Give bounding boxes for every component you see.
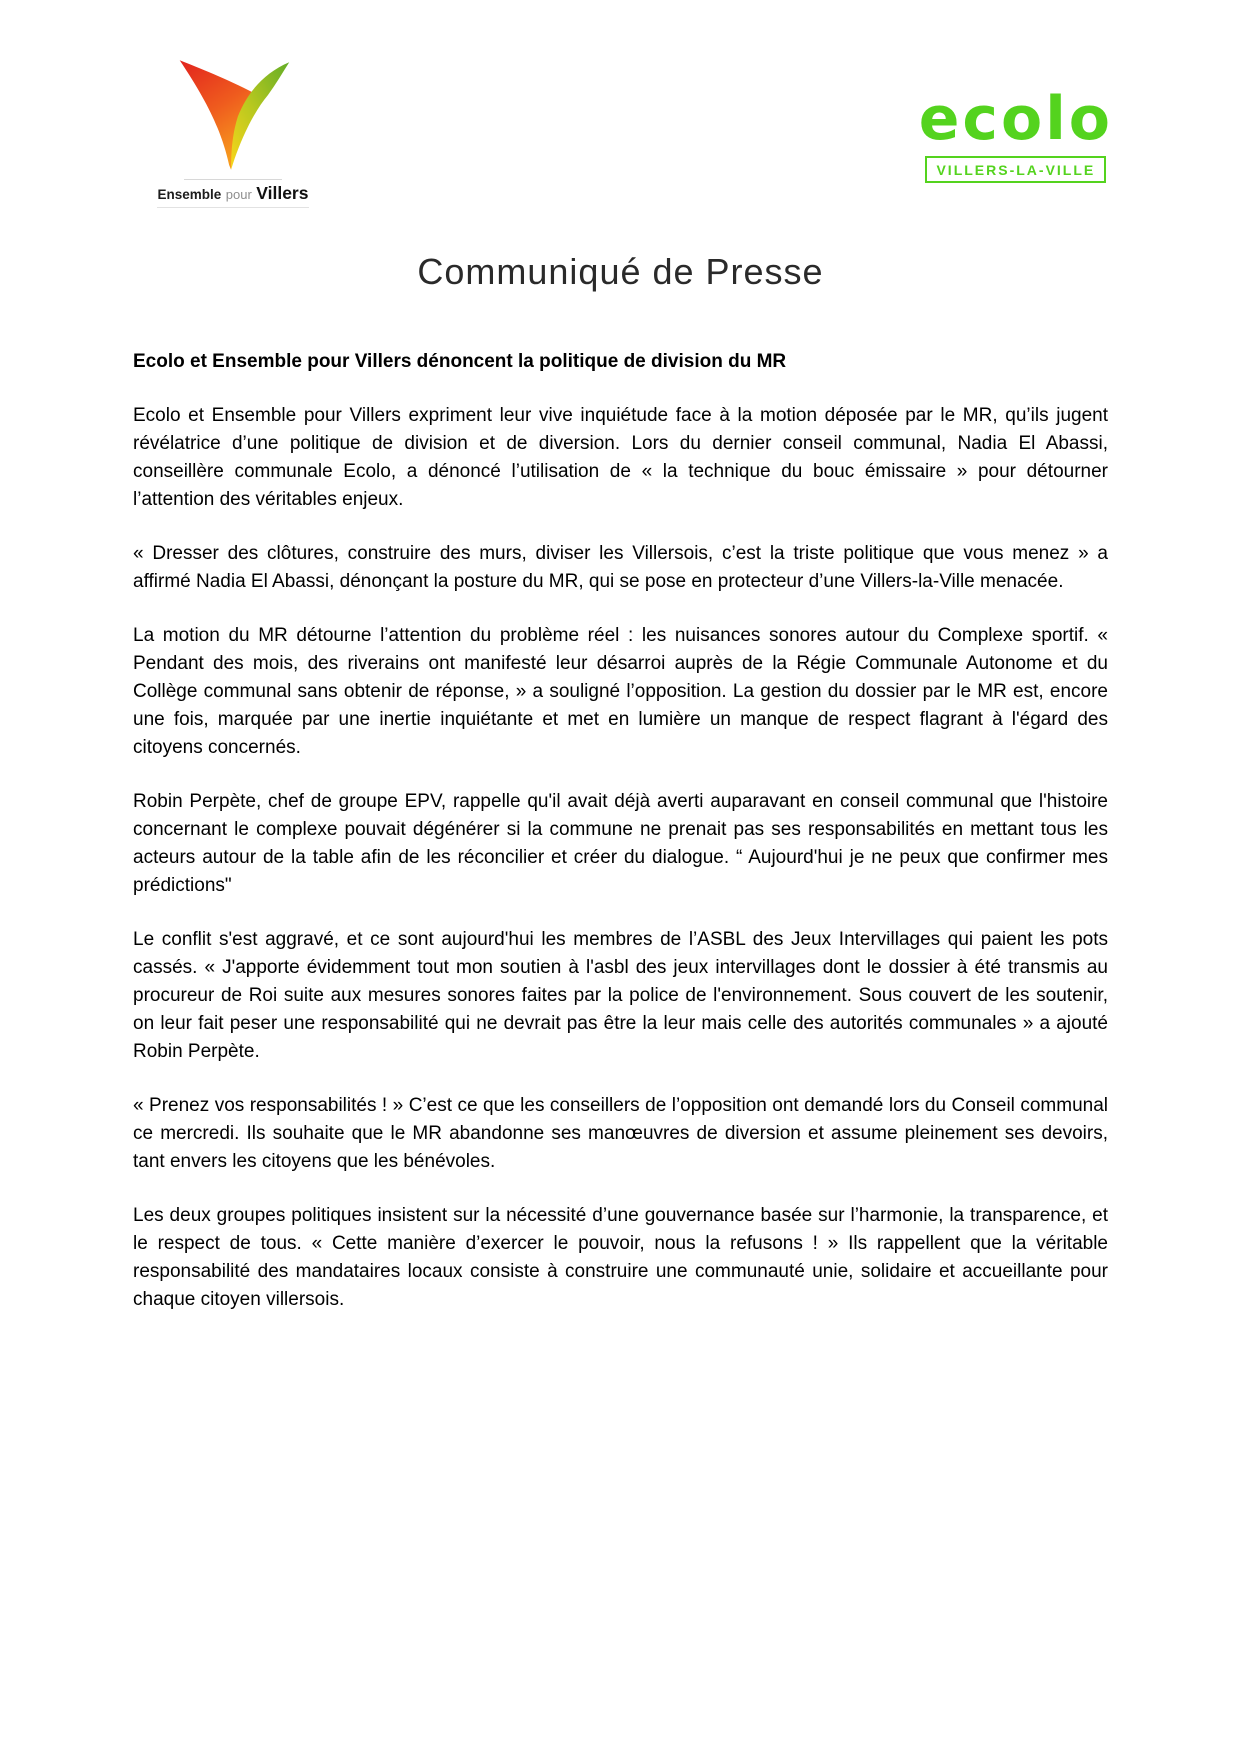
epv-v-mark-icon: [170, 60, 296, 172]
document-header: [0, 0, 1241, 240]
epv-word-pour: pour: [225, 187, 252, 202]
ecolo-locality-badge: VILLERS-LA-VILLE: [925, 156, 1106, 183]
epv-logo: [142, 60, 324, 208]
article-paragraph-2: « Dresser des clôtures, construire des murs, diviser les Villersois, c’est la triste politique que vous menez » a affirmé Nadia El Abassi, dénonçant la posture du MR, qui se pose en protecteur d’une Villers-la-Ville menacée.: [133, 543, 1108, 592]
ecolo-logo: [919, 86, 1113, 183]
ecolo-wordmark: ecolo: [918, 84, 1113, 154]
article-paragraph-1: Ecolo et Ensemble pour Villers expriment leur vive inquiétude face à la motion déposée par le MR, qu’ils jugent révélatrice d’une politique de division et de diversion. Lors du dernier conseil communal, Nadia El Abassi, conseillère communale Ecolo, a dénoncé l’utilisation de « la technique du bouc émissaire » pour détourner l’attention des véritables enjeux.: [133, 405, 1108, 510]
epv-word-ensemble: Ensemble: [157, 187, 222, 202]
epv-word-villers: Villers: [256, 183, 309, 203]
article-paragraph-5: Le conflit s'est aggravé, et ce sont aujourd'hui les membres de l’ASBL des Jeux Intervillages qui paient les pots cassés. « J'apporte évidemment tout mon soutien à l'asbl des jeux intervillages dont le dossier à été transmis au procureur de Roi suite aux mesures sonores faites par la police de l'environnement. Sous couvert de les soutenir, on leur fait peser une responsabilité qui ne devrait pas être la leur mais celle des autorités communales » a ajouté Robin Perpète.: [133, 929, 1108, 1062]
article-paragraph-3: La motion du MR détourne l’attention du problème réel : les nuisances sonores autour du Complexe sportif. « Pendant des mois, des riverains ont manifesté leur désarroi auprès de la Régie Communale Autonome et du Collège communal sans obtenir de réponse, » a souligné l’opposition. La gestion du dossier par le MR est, encore une fois, marquée par une inertie inquiétante et met en lumière un manque de respect flagrant à l'égard des citoyens concernés.: [133, 625, 1108, 758]
article-paragraph-4: Robin Perpète, chef de groupe EPV, rappelle qu'il avait déjà averti auparavant en conseil communal que l'histoire concernant le complexe pouvait dégénérer si la commune ne prenait pas ses responsabilités en mettant tous les acteurs autour de la table afin de les réconcilier et créer du dialogue. “ Aujourd'hui je ne peux que confirmer mes prédictions": [133, 791, 1108, 896]
article-paragraph-7: Les deux groupes politiques insistent sur la nécessité d’une gouvernance basée sur l’harmonie, la transparence, et le respect de tous. « Cette manière d’exercer le pouvoir, nous la refusons ! » Ils rappellent que la véritable responsabilité des mandataires locaux consiste à construire une communauté unie, solidaire et accueillante pour chaque citoyen villersois.: [133, 1205, 1108, 1310]
epv-divider-bottom: [157, 207, 309, 208]
epv-logo-text: [142, 184, 324, 204]
article-heading: Ecolo et Ensemble pour Villers dénoncent la politique de division du MR: [133, 351, 787, 372]
epv-divider-top: [184, 179, 282, 180]
article-paragraph-6: « Prenez vos responsabilités ! » C’est ce que les conseillers de l’opposition ont demandé lors du Conseil communal ce mercredi. Ils souhaite que le MR abandonne ses manœuvres de diversion et assume pleinement ses devoirs, tant envers les citoyens que les bénévoles.: [133, 1095, 1108, 1172]
article-body: [133, 348, 1108, 1314]
page-title: Communiqué de Presse: [417, 251, 824, 292]
